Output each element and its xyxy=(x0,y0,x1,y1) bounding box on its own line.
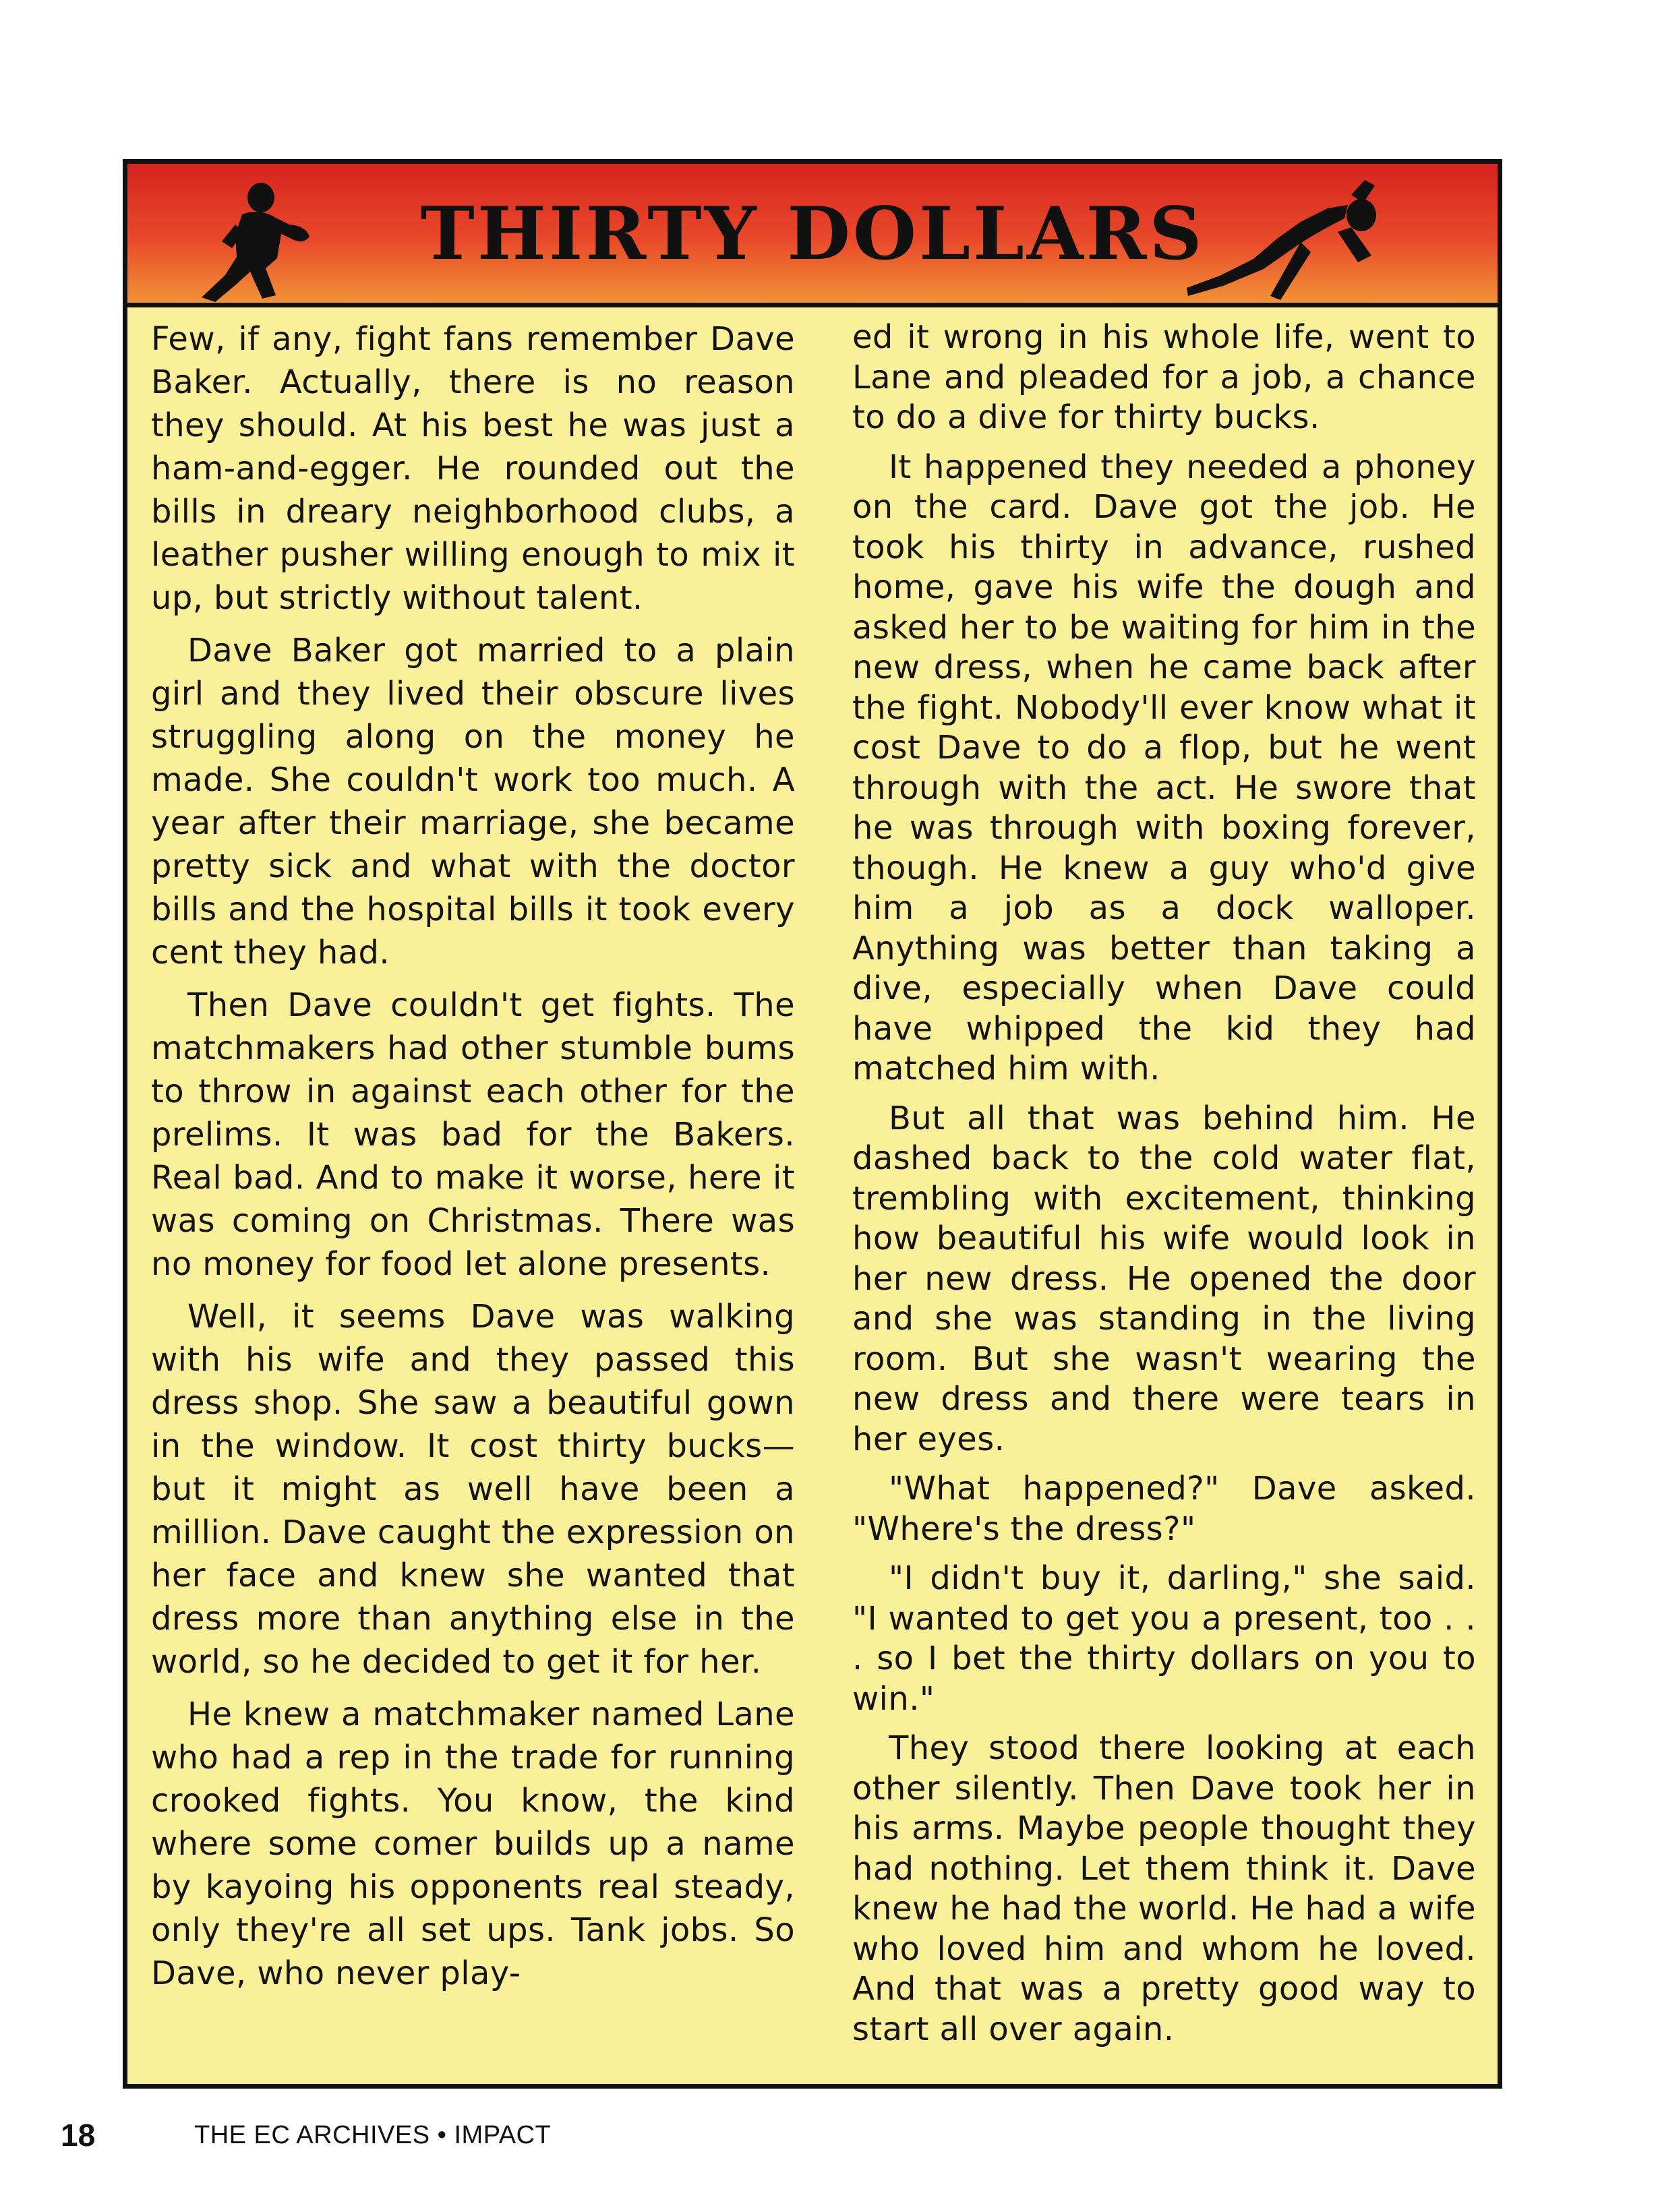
paragraph: Dave Baker got married to a plain girl and they lived their obscure lives struggling along on the money he made. She couldn't work too much. A year after their marriage, she became pretty sick and what with the doctor bills and the hospital bills it took every cent they had. xyxy=(151,632,795,972)
paragraph: But all that was behind him. He dashed back to the cold water flat, trembling with excitement, thinking how beautiful his wife would look in her new dress. He opened the door and she was standing in the living room. But she wasn't wearing the new dress and there were tears in her eyes. xyxy=(852,1099,1476,1458)
paragraph: He knew a matchmaker named Lane who had a rep in the trade for running crooked fights. You know, the kind where some comer builds up a name by kayoing his opponents real steady, only they're all set ups. Tank jobs. So Dave, who never play- xyxy=(151,1696,795,1992)
running-head: THE EC ARCHIVES • IMPACT xyxy=(194,2121,552,2149)
story-panel xyxy=(123,159,1502,2089)
paragraph: They stood there looking at each other silently. Then Dave took her in his arms. Maybe people thought they had nothing. Let them think it. Dave knew he had the world. He had a wife who loved him and whom he loved. And that was a pretty good way to start all over again. xyxy=(852,1729,1476,2048)
paragraph: It happened they needed a phoney on the card. Dave got the job. He took his thirty in advance, rushed home, gave his wife the dough and asked her to be waiting for him in the new dress, when he came back after the fight. Nobody'll ever know what it cost Dave to do a flop, but he went through with the act. He swore that he was through with boxing forever, though. He knew a guy who'd give him a job as a dock walloper. Anything was better than taking a dive, especially when Dave could have whipped the kid they had matched him with. xyxy=(852,448,1476,1087)
paragraph: Then Dave couldn't get fights. The matchmakers had other stumble bums to throw in against each other for the prelims. It was bad for the Bakers. Real bad. And to make it worse, here it was coming on Christmas. There was no money for food let alone presents. xyxy=(151,986,795,1283)
falling-boxer-silhouette-icon xyxy=(1183,168,1392,303)
page-number: 18 xyxy=(61,2118,96,2153)
paragraph: "I didn't buy it, darling," she said. "I wanted to get you a present, too . . . so I bet the thirty dollars on you to win." xyxy=(852,1559,1476,1718)
title-banner xyxy=(127,164,1498,307)
story-column-left xyxy=(151,318,795,2004)
paragraph: Few, if any, fight fans remember Dave Baker. Actually, there is no reason they should. At his best he was just a ham-and-egger. He rounded out the bills in dreary neighborhood clubs, a leather pusher willing enough to mix it up, but strictly without talent. xyxy=(151,320,795,617)
paragraph: "What happened?" Dave asked. "Where's the dress?" xyxy=(852,1470,1476,1548)
paragraph: ed it wrong in his whole life, went to Lane and pleaded for a job, a chance to do a dive for thirty bucks. xyxy=(852,318,1476,436)
paragraph: Well, it seems Dave was walking with his wife and they passed this dress shop. She saw a beautiful gown in the window. It cost thirty bucks— but it might as well have been a million. Dave caught the expression on her face and knew she wanted that dress more than anything else in the world, so he decided to get it for her. xyxy=(151,1298,795,1681)
story-title: THIRTY DOLLARS xyxy=(420,191,1205,276)
story-column-right xyxy=(852,318,1476,2059)
